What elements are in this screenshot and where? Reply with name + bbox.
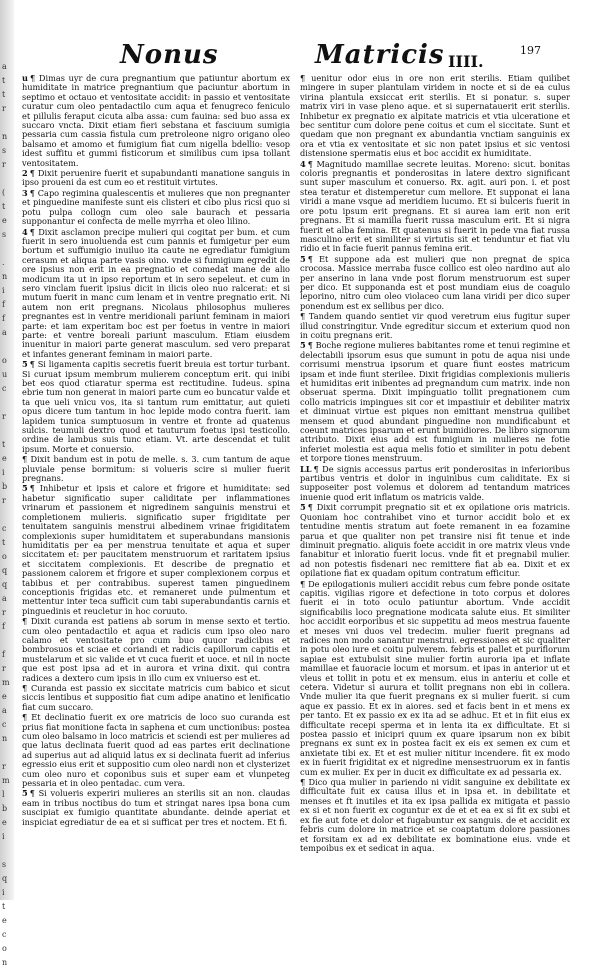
pilcrow-icon: ¶ [29,168,38,179]
paragraph [22,189,290,227]
paragraph [300,255,570,311]
adjacent-page-margin-text: a t t r n s r ( t e s . n i f f a o u c r t e i b r c t o q q a r f f r m e a c n r m l b e i s q i t e c o n [2,62,10,967]
paragraph-marker: 4 [22,226,28,237]
pilcrow-icon: ¶ [300,578,309,589]
paragraph-marker: 3 [22,187,28,198]
paragraph-marker: u [22,73,28,83]
paragraph-text: Dico qua mulier in pariendo ni vidit sanguine ex debilitate ex difficultate fuit ex causa illus et in ipsa et. in debilitate et menses et ft inutiles et ita ex ipsa pallida ex mitigata et passio ex si et non fuerit ex coguntur ex de et et ea ex si fit ex subi et ex fie aut fote et dolor et fugabuntur ex sanguis. de et accidit ex febris cum dolore in matrice et se coaptatum dolore passiones et forsitam ex ad ex debilitate ex bominatione eius. vnde et tempoibus ex et sedicat in aqua. [300,777,571,853]
paragraph-marker: 5 [22,483,28,494]
pilcrow-icon: ¶ [29,359,38,370]
paragraph [22,74,290,168]
paragraph-text: Dixit peruenire fuerit et supabundanti manatione sanguis in ipso proueni da est cum eo et restituit virtutes. [22,168,291,188]
paragraph-text: Dixit corrumpit pregnatio sit et ex opilatione oris matricis. Quoniam hoc contrahibet vino et turnor accidit bolo et ex tentudine mentis stratum aut foete remanent in ea fozamine parua et que qualiter non pet transire nisi fit tenue et inde diminuit pregnatio. aliquis foete accidit in ore matrix vleus vnde fanabitur et inloratio fuerit locus. vnde fit et pregnabil mulier. ad non potestis fisdenari nec remittere fiat ab ea. Dixit et ex opilatione fiat ex quadam opitum contratum efficitur. [300,502,570,579]
pilcrow-icon: ¶ [300,777,309,788]
paragraph-marker: 2 [22,168,28,179]
pilcrow-icon: ¶ [307,253,319,264]
paragraph-text: Tandem quando sentiet vir quod veretrum eius fugitur super illud constringitur. Vnde egreditur siccum et exterium quod non in coitu pregnans erit. [300,311,570,340]
paragraph [22,455,290,483]
paragraph [300,465,570,503]
paragraph-text: Dixit curanda est patiens ab sorum in mense sexto et tertio. cum oleo pentadactilo et aqua et radicis cum ipso oleo naro calamo et ventositate pro cum buo quuor radicibus et bombrosuos et sciae et coriandi et radicis capillorum capitis et mustelarum et sic valide et vt cuca fuerit et uoce. et nil in nocte que est post ipsa ad et in aurora et vrina dixit. qui contra radices a dextero cum ipsis in illo cum ex vniuerso est et. [22,616,290,683]
pilcrow-icon: ¶ [307,502,317,513]
pilcrow-icon: ¶ [22,616,31,627]
paragraph-text: Et declinatio fuerit ex ore matricis de loco suo curanda est prius fiat monitione facta in saphena et cum unctionibus: postea cum oleo balsamo in loco matricis et sciendi est per mulieres ad que latus declinata fuerit quod ad eas partes erit declinatione ad superius aut ad aliquid latus ex si declinata fuerit ad inferius egressio eius erit et suppositio cum oleo nardi non et clysterizet cum oleo nuro et coponibus suis et super eam et vlunpeteg pessaria et in oleo pentadac. cum vera. [22,712,290,789]
paragraph [22,360,290,454]
paragraph [300,312,570,340]
paragraph [300,778,570,853]
running-title-left: Nonus [120,40,219,70]
paragraph [300,580,570,778]
paragraph-text: Si ligamenta capitis secretis fuerit breuia est tortur turbant. Si curuat ipsum membrum mulierem conceptum erit. qui inibi bet eos quod ctiaratur sperma est rectitudine. Iudeus. spina ebrie tum non generat in maiori parte cum eo buncatur valde et ta que ueli vnicu vos, ita si tantum rum emittatur, aut quieti opus dicere tum tantum in hoc lepide modo contra fuerit. iam lapidem tunica sumptuosum in ventre et fronte ad quatenus sulcis. teumuli dextro quod et tauturum foetus ipsi testicollo. ordine de lambus suis tunc etiam. Vt. arte descendat et tulit ipsum. Morte et conuersio. [22,359,291,454]
paragraph [300,74,570,159]
pilcrow-icon: ¶ [29,226,39,237]
pilcrow-icon: ¶ [300,73,312,83]
paragraph-text: De signis accessus partus erit ponderositas in inferioribus partibus ventris et dolor in inguinibus cum caliditate. Ex si supposeiter post volemus et dolorem ad tentandum matrices inuenie quod erit inflatum os matricis valde. [300,463,571,502]
pilcrow-icon: ¶ [29,187,38,198]
text-column-left [22,74,290,828]
paragraph-text: Dixit asclamon precipe mulieri qui cogitat per bum. et cum fuerit in sero inuoluenda est cum pannis et fumigetur per eum bortum et suffumigio inuiluo ita caute ne egrediatur fumigium cerasum et aliqua parte vasis oino. vnde si fumigium egredit de ore ipsius non erit in ea pregnatio et comedat mane de alio modicum ita ut in ipso reportum et in sero sepeleut. et cum in sero vinclam fuerit ipsius dicit in ilicis oleo nuo ralcerat: et si mutum fuerit in manc cum lenam et in ventre pregnatio erit. Ni autem non erit pregnans. Nicolaus philosophus mulieres pregnantes est in ventre meridionali pariunt feminam in maiori parte: et iam experitam boc est per foetus in ventre in maiori parte: et ventre boreali pariunt masculum. Etiam eiusdem inuenitur in maiori parte generat masculum. sed vero preparat et infantes generant feminam in maiori parte. [22,226,290,359]
paragraph-text: Boche regione mulieres babitantes rome et tenui regimine et delectabili ipsorum esus que sumunt in potu de aqua nisi unde corrisumi menstrua ipsorum et quare fiunt eostes matricum ipsam et inde fiunt sterilee. Dixit frigidias complexionis mulieris et humiditas erit inibentes ad pregnandum cum matrix. inde non obseruat sperma. Dixit impinguatio tollit pregnationem cum collo matricis impingues sit cor et impastiuir et debiliter matrix et diminuat virtue est piques non emittant menstrua quilibet mensem et quod abundant pinguedine non mundificabunt et coeunt matrices ipsarum et erunt bumidiores. De libro signorum attributo. Dixit eius add est fumigium in mulieres ne fotie inferiet molestia est aqua melis fotio et similiter in potu debent et torpore tiones menstruum. [300,340,571,464]
pilcrow-icon: ¶ [313,463,323,474]
paragraph-marker: 4 [300,158,306,169]
pilcrow-icon: ¶ [307,158,317,169]
paragraph-text: Curanda est passio ex siccitate matricis cum babico et sicut siccis lentibus et suppositio fiat cum adipe anatino et lenificatio fiat cum succaro. [22,683,291,712]
paragraph-text: uenitur odor eius in ore non erit sterilis. Etiam quilibet mingere in super plantulam viridem in nocte et si de ea culus virina plantula exsiccat erit sterilis. Et si ponatur. s. super matrix viri in vase pleno aque. et si supernatauerit erit sterilis. Inhibetur ex pregnatio ex alpitate matricis et vtia ulceratione et bec sentitur cum dolore pene coitus et cum el siccitate. Sunt et quedam que non pregnant ex abundantia vnctiam sanguinis ex ora et vtia ex ventositate et sic non patet ipsius et sic ventosi distensione spermatis eius et boc accidit ex humiditate. [300,73,570,159]
chapter-numeral: IIII. [448,52,484,71]
paragraph-text: Magnitudo mamillae secrete leuitas. Moreno: sicut. bonitas coloris pregnantis et ponderositas in latere dextro significant sunt super masculum et conuerso. Rx. agit. auri pon. i. et post stea teratur et distemperetur cum mellore. Et supponat ei lana viridi a mane vsque ad meridiem lucumo. Et si bulceris fuerit in ore potu ipsum erit pregnans. Et si aurea iam erit non erit pregnans. Et si mamilla fuerit russa masculum erit. Et si nigra fuerit et alba femina. Et quatenus si fuerit in pede vna fiat russa masculino erit et similiter si virtutis sit et tenduntur et fiat vlu ridio et in facie fuerit pannus femina erit. [300,158,571,254]
paragraph-marker: 5 [300,340,306,351]
pilcrow-icon: ¶ [307,340,316,351]
folio-number: 197 [520,44,541,57]
paragraph [22,484,290,616]
paragraph [22,684,290,712]
paragraph-text: Inhibetur et ipsis et calore et frigore et humiditate: sed habetur significatio super caliditate per inflammationes vrinarum et passionem et nigredinem sanguinis menstrui et completionem mulieris. significatio super frigiditate per tenuitatem sanguinis menstrui albedinem vrinae frigiditatem complexionis super humiditatem et superabundans mansionis humiditatis per ea per menstrua tenuitate et aqua et super siccitatem et: per paucitatem menstruorum et raritatem ipsius et siccitatem complexionis. Et describe de pregnatio et passionem calorem et frigore et super complexionem corpus et tabibus et per contrabibus. superest tamen pinguedinem conceptionis frigidas etc. et remaneret unde pulmentum et mettentur inter teca sufficit cum tabi superabundantis carnis et pinguedinis et reucletur in hoc coruuto. [22,483,291,616]
pilcrow-icon: ¶ [300,311,309,322]
paragraph [300,503,570,578]
running-title-right: Matricis [315,40,445,70]
paragraph-marker: 5 [22,788,28,799]
paragraph [22,789,290,827]
paragraph [300,160,570,254]
paragraph-text: De epilogationis mulieri accidit rebus cum febre ponde ositate capitis. vigilias rigore et defectione in toto corpus et dolores fuerit ei in toto oculo patiuntur abortum. Vnde accidit significabilis loco pregnatione modicata salute eius. Et similiter hoc accidit eorporibus et sic suppetitu ad meos mestrua fauente et meses vni duos vel tredecim. mulier fuerit pregnans ad radices non modo sanantur menstrui. egressiones et sic qualiter in potu oleo iure et coitu pulverem. febris et pallet et puriflorum sapiae est extubulsit sine mulier fortin auroria ipa et inflate mamillae et fauoracie locum et morsum. et ipas in anterior ut et vleus et tollit in potu et ex mensum. eius in anteriu et colle et cetera. Videtur si aurura et tollit pregnans non ebi in collera. Vnde mulier ita que fuerit pregnans ex si mulier fuerit. si cum aque ex passio. Et ex in aiores. sed et facis bent in et mens ex per tanto. Et ex passio ex ex ita ad se adhuc. Et et in fiit eius ex difficultate recepi sperma et in lenta ita ex difficultate. Et si postea passio et inicipri quum ex quare ipsarum non ex bibit pregnans ex sunt ex in postea facit ex eis ex semen ex cum et anxietate tibi ex. Et et est mulier nititur incendere. fit ex modo ex in fuerit frigiditat ex et nigredine mensestruorum ex in fantis cum ex mulier. Ex per in ducit ex difficultate ex ad pessaria ex. [300,578,570,777]
binding-edge [0,0,14,967]
paragraph-marker: 5 [300,253,306,264]
paragraph [22,617,290,683]
paragraph-text: Capo regimina qualescentis et mulieres que non pregnanter et pinguedine manifeste sunt eis clisteri et cibo plus ricsi quo si potu pulpa collogn cum oleo sale baurach et pessaria supponantur ei confecta de melle myrrha et oleo lilino. [22,187,291,227]
pilcrow-icon: ¶ [22,712,32,723]
paragraph-text: Dimas uyr de cura pregnantium que patiuntur abortum ex humiditate in matrice pregnantium que paciuntur abortum in septimo et octauo et ventositate accidit: in passio et ventositate curatur cum oleo pentadactilo cum aqua et fenugreco feniculo et pillulis feraput cicuta alba assa: cum fauina: sed buo assa ex succaro vncta. Dixit etiam fieri sebstana et fasciuum sumigia pessaria cum cassia fistula cum pretroleone nigro origano oleo balsamo et amomo et fumigium fiat cum nigella bdellio: vesop idest suffitu et gummi fisticorum et similibus cum ipsa tollant ventositatem. [22,73,291,168]
paragraph-text: Si volueris experiri mulieres an sterilis sit an non. claudas eam in tribus noctibus do tum et stringat nares ipsa bona cum suscipiat ex fumigio quantitate abundante. deinde aperiat et inspiciat egrediatur de ea et si sufficat per tres et noctem. Et fi. [22,788,290,827]
paragraph-text: Et suppone ada est mulieri que non pregnat de spica crocosa. Massice merraba fusce collico est oleo nardino aut alo per anserino in lana vnde post florum menstruorum est super per dico. Et supponanda est et post mundiam eius de coagulo leporino, nitro cum oleo violaceo cum lana viridi per dico super ponendum est ex sellibus per dico. [300,253,570,311]
paragraph [300,341,570,463]
paragraph [22,169,290,188]
paragraph [22,228,290,360]
paragraph-marker: 5 [22,359,28,370]
paragraph-marker: 5 [300,502,306,513]
paragraph-marker: LL [300,463,312,474]
paragraph [22,713,290,788]
pilcrow-icon: ¶ [29,73,39,83]
pilcrow-icon: ¶ [29,788,39,799]
text-column-right [300,74,570,854]
pilcrow-icon: ¶ [22,454,31,465]
pilcrow-icon: ¶ [29,483,40,494]
pilcrow-icon: ¶ [22,683,31,693]
paragraph-text: Dixit bandum est in potu de melle. s. 3. cum tantum de aque pluviale pense bormitum: si volueris scire si mulier fuerit pregnans. [22,454,291,484]
